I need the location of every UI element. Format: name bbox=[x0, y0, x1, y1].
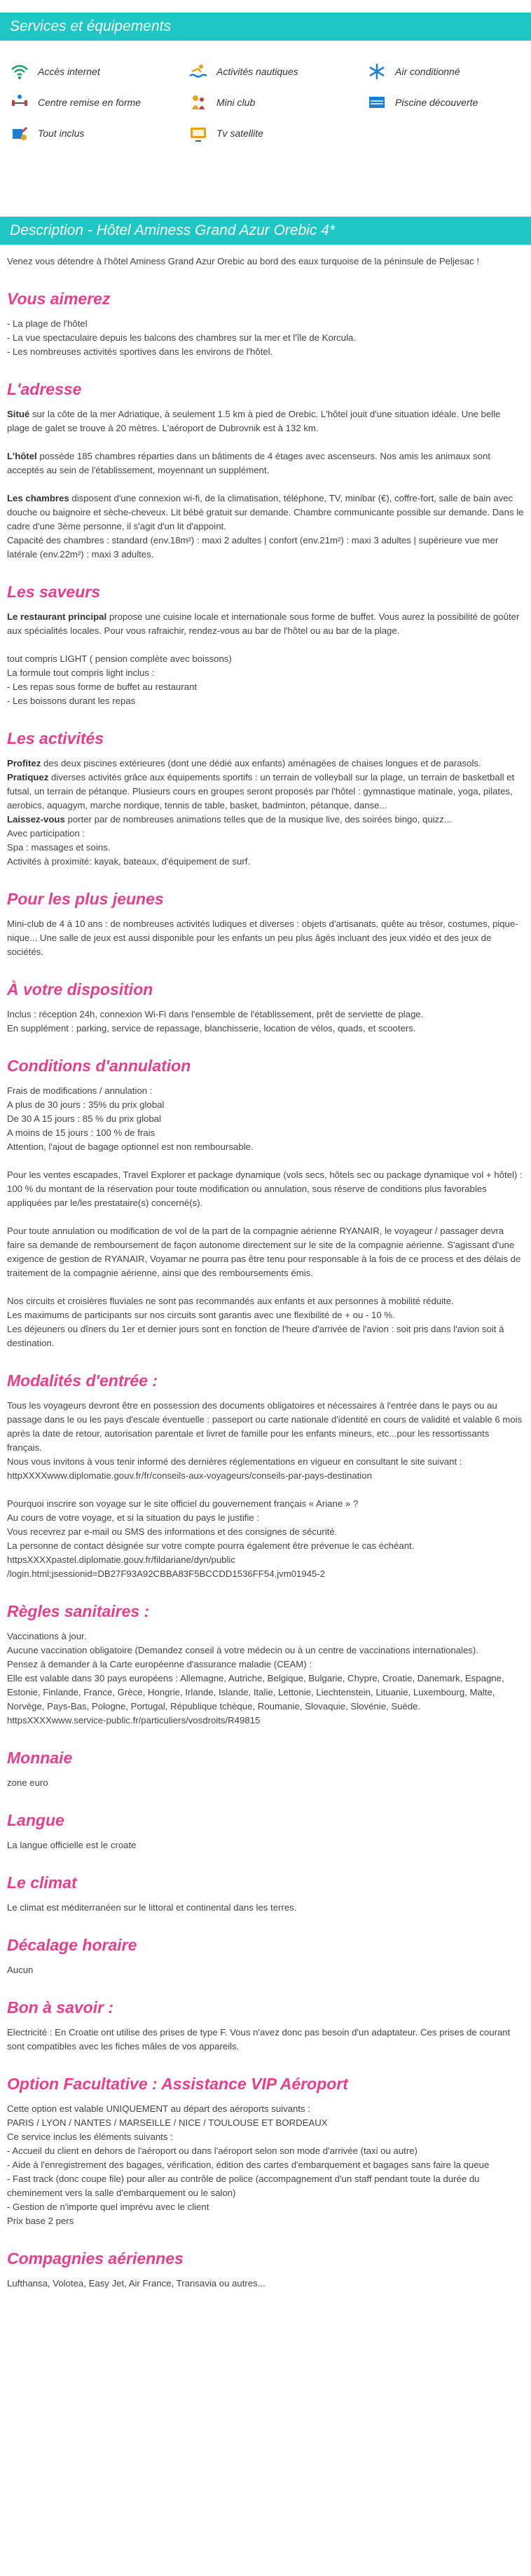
amenity-label: Activités nautiques bbox=[216, 66, 298, 77]
section-title-sanitaires: Règles sanitaires : bbox=[7, 1602, 150, 1620]
wifi-icon bbox=[10, 62, 29, 81]
sanitaires-paragraph-2: Elle est valable dans 30 pays européens : Allemagne, Autriche, Belgique, Bulgarie, Chypre, Croatie, Danemark, Espagne, Estonie, Finlande, France, Grèce, Hongrie, Irlande, Islande, Italie, Lettonie, Liechtenstein, Lituanie, Luxembourg, Malte, Norvège, Pays-Bas, Pologne, Portugal, République tchèque, Roumanie, Slovaquie, Slovénie, Suède. bbox=[7, 1673, 504, 1711]
text-line: Prix base 2 pers bbox=[7, 2216, 74, 2226]
adresse-paragraph-1: Situé sur la côte de la mer Adriatique, à seulement 1.5 km à pied de Orebic. L'hôtel jouit d'une situation idéale. Une belle plage de galet se trouve à 20 mètres. L'aéroport de Dubrovnik est à 132 km. bbox=[7, 409, 501, 433]
section-title-langue: Langue bbox=[7, 1811, 64, 1829]
amenities-title: Services et équipements bbox=[0, 13, 531, 41]
adresse-paragraph-2: L'hôtel possède 185 chambres réparties dans un bâtiments de 4 étages avec ascenseurs. Nos amis les animaux sont acceptés au sein de l'établissement, moyennant un supplément. bbox=[7, 451, 490, 475]
fitness-icon bbox=[10, 93, 29, 112]
all-inclusive-icon bbox=[10, 123, 29, 143]
text-line: - Accueil du client en dehors de l'aéroport ou dans l'aéroport selon son mode d'arrivée (taxi ou autre) bbox=[7, 2145, 418, 2156]
text-line: - Les boissons durant les repas bbox=[7, 696, 136, 706]
amenity-tv bbox=[188, 123, 367, 143]
amenity-label: Centre remise en forme bbox=[38, 97, 142, 108]
activites-paragraph-2: Pratiquez diverses activités grâce aux équipements sportifs : un terrain de volleyball sur la plage, un terrain de basketball et futsal, un terrain de pétanque. Plusieurs cours en groupes seront proposés par l'hôtel : gymnastique matinale, yoga, pilates, aerobics, aquagym, marche nordique, tennis de table, basket, badminton, pétanque, danse... bbox=[7, 772, 515, 811]
text-line: - Aide à l'enregistrement des bagages, vérification, édition des cartes d'embarquement et bagages sans faire la queue bbox=[7, 2160, 490, 2170]
section-title-adresse: L'adresse bbox=[7, 380, 82, 398]
text-line: - Les nombreuses activités sportives dans les environs de l'hôtel. bbox=[7, 346, 273, 357]
amenity-label: Tout inclus bbox=[38, 128, 85, 139]
amenities-header bbox=[0, 0, 531, 13]
text-line: Au cours de votre voyage, et si la situation du pays le justifie : bbox=[7, 1512, 259, 1523]
description-intro: Venez vous détendre à l'hôtel Aminess Grand Azur Orebic au bord des eaux turquoise de la péninsule de Peljesac ! bbox=[7, 256, 480, 266]
text-line: tout compris LIGHT ( pension complète avec boissons) bbox=[7, 653, 232, 664]
text-line: Attention, l'ajout de bagage optionnel est non remboursable. bbox=[7, 1141, 254, 1152]
savoir-text: Electricité : En Croatie ont utilise des prises de type F. Vous n'avez donc pas besoin d'un adaptateur. Ces prises de courant sont compatibles avec les fiches mâles de vos appareils. bbox=[7, 2027, 511, 2052]
amenity-nautical bbox=[188, 62, 367, 81]
text-line: Activités à proximité: kayak, bateaux, d'équipement de surf. bbox=[7, 856, 251, 867]
text-line: Avec participation : bbox=[7, 828, 85, 839]
text-line: - Gestion de n'importe quel imprévu avec le client bbox=[7, 2202, 209, 2212]
text-line: /login.html;jsessionid=DB27F93A92CBBA83F5BCCDD1536FF54.jvm01945-2 bbox=[7, 1568, 326, 1579]
text-line: Aucune vaccination obligatoire (Demandez conseil à votre médecin ou à un centre de vaccinations internationales). bbox=[7, 1645, 478, 1655]
annulation-paragraph-6: Les déjeuners ou dîners du 1er et dernier jours sont en fonction de l'heure d'arrivée de l'avion : soit pris dans l'avion soit à destination. bbox=[7, 1324, 504, 1348]
amenity-ac bbox=[367, 62, 528, 81]
climat-text: Le climat est méditerranéen sur le littoral et continental dans les terres. bbox=[7, 1902, 297, 1913]
activites-paragraph-1: Profitez des deux piscines extérieures (dont une dédié aux enfants) aménagées de chaises longues et de parasols. bbox=[7, 758, 481, 768]
section-title-decalage: Décalage horaire bbox=[7, 1936, 137, 1954]
text-line: De 30 A 15 jours : 85 % du prix global bbox=[7, 1113, 161, 1124]
amenity-label: Accès internet bbox=[38, 66, 100, 77]
text-line: Pourquoi inscrire son voyage sur le site officiel du gouvernement français « Ariane » ? bbox=[7, 1498, 359, 1509]
text-line: La personne de contact désignée sur votre compte pourra également être prévenue le cas échéant. bbox=[7, 1540, 415, 1551]
amenity-wifi bbox=[10, 62, 188, 81]
entree-paragraph-2: Nous vous invitons à vous tenir informé des dernières réglementations en vigueur en consultant le site suivant : httpXXXXwww.diplomatie.gouv.fr/fr/conseils-aux-voyageurs/conseils-par-pays-destination bbox=[7, 1456, 462, 1481]
text-line: Frais de modifications / annulation : bbox=[7, 1085, 153, 1096]
amenity-label: Piscine découverte bbox=[395, 97, 478, 108]
text-line: En supplément : parking, service de repassage, blanchisserie, location de vélos, quads, et scooters. bbox=[7, 1023, 416, 1033]
adresse-capacity: Capacité des chambres : standard (env.18m²) : maxi 2 adultes | confort (env.21m²) : maxi 3 adultes | supérieure vue mer latérale (env.22m²) : maxi 3 adultes. bbox=[7, 535, 499, 560]
section-title-compagnies: Compagnies aériennes bbox=[7, 2249, 184, 2267]
annulation-paragraph-3: Pour toute annulation ou modification de vol de la part de la compagnie aérienne RYANAIR, le voyageur / passager devra faire sa demande de remboursement de façon autonome directement sur le site de la compagnie aérienne. S'agissant d'une exigence de gestion de RYANAIR, Voyamar ne pourra pas être tenu pour responsable à la fois de ce process et des délais de traitement de la compagnie aérienne, ainsi que des remboursements émis. bbox=[7, 1226, 521, 1278]
monnaie-text: zone euro bbox=[7, 1777, 48, 1788]
section-title-entree: Modalités d'entrée : bbox=[7, 1371, 158, 1390]
description-title: Description - Hôtel Aminess Grand Azur Orebic 4* bbox=[0, 217, 531, 245]
section-title-monnaie: Monnaie bbox=[7, 1749, 73, 1767]
text-line: Spa : massages et soins. bbox=[7, 842, 111, 853]
section-title-savoir: Bon à savoir : bbox=[7, 1998, 114, 2016]
text-line: - Fast track (donc coupe file) pour aller au contrôle de police (accompagnement d'un staff pendant toute la durée du cheminement vers la salle d'embarquement ou le salon) bbox=[7, 2174, 480, 2198]
section-title-climat: Le climat bbox=[7, 1873, 77, 1892]
swimmer-icon bbox=[188, 62, 208, 81]
activites-paragraph-3: Laissez-vous porter par de nombreuses animations telles que de la musique live, des soirées bingo, quizz... bbox=[7, 814, 452, 825]
amenity-miniclub bbox=[188, 93, 367, 112]
text-line: Vous recevrez par e-mail ou SMS des informations et des consignes de sécurité. bbox=[7, 1526, 338, 1537]
sanitaires-link: httpsXXXXwww.service-public.fr/particuliers/vosdroits/R49815 bbox=[7, 1715, 261, 1726]
amenity-label: Tv satellite bbox=[216, 128, 263, 139]
text-line: A moins de 15 jours : 100 % de frais bbox=[7, 1127, 156, 1138]
compagnies-text: Lufthansa, Volotea, Easy Jet, Air France, Transavia ou autres... bbox=[7, 2278, 266, 2289]
amenities-grid bbox=[7, 41, 524, 139]
text-line: Vaccinations à jour. bbox=[7, 1631, 87, 1641]
amenity-label: Mini club bbox=[216, 97, 256, 108]
text-line: - La vue spectaculaire depuis les balcons des chambres sur la mer et l'île de Korcula. bbox=[7, 332, 357, 343]
text-line: La formule tout compris light inclus : bbox=[7, 667, 155, 678]
saveurs-paragraph-1: Le restaurant principal propose une cuisine locale et internationale sous forme de buffet. Vous aurez la possibilité de goûter aux spécialités locales. Pour vous rafraichir, rendez-vous au bar de l'hôtel ou au bar de la plage. bbox=[7, 611, 520, 636]
amenity-pool bbox=[367, 93, 528, 112]
snowflake-icon bbox=[367, 62, 387, 81]
section-title-saveurs: Les saveurs bbox=[7, 583, 100, 601]
annulation-paragraph-2: Pour les ventes escapades, Travel Explorer et package dynamique (vols secs, hôtels sec ou package dynamique vol + hôtel) : 100 % du montant de la réservation pour toute modification ou annulation, sous réserve de conditions plus favorables appliquées par le/les prestataire(s) concerné(s). bbox=[7, 1170, 523, 1208]
kids-icon bbox=[188, 93, 208, 112]
section-title-vous-aimerez: Vous aimerez bbox=[7, 290, 111, 308]
text-line: - La plage de l'hôtel bbox=[7, 318, 88, 329]
section-title-enfants: Pour les plus jeunes bbox=[7, 890, 164, 908]
annulation-paragraph-4: Nos circuits et croisières fluviales ne sont pas recommandés aux enfants et aux personnes à mobilité réduite. bbox=[7, 1296, 454, 1306]
text-line: httpsXXXXpastel.diplomatie.gouv.fr/fildariane/dyn/public bbox=[7, 1554, 235, 1565]
entree-paragraph-1: Tous les voyageurs devront être en possession des documents obligatoires et nécessaires à l'entrée dans le pays ou au passage dans le ou les pays d'escale éventuelle : passeport ou carte nationale d'identité en cours de validité et valable 6 mois après la date de retour, autorisation parentale et livret de famille pour les enfants mineurs, etc...pour les ressortissants français. bbox=[7, 1400, 523, 1453]
tv-icon bbox=[188, 123, 208, 143]
text-line: Cette option est valable UNIQUEMENT au départ des aéroports suivants : bbox=[7, 2103, 310, 2114]
section-title-activites: Les activités bbox=[7, 729, 104, 747]
text-line: - Les repas sous forme de buffet au restaurant bbox=[7, 682, 197, 692]
text-line: Inclus : réception 24h, connexion Wi-Fi dans l'ensemble de l'établissement, prêt de serviette de plage. bbox=[7, 1009, 424, 1019]
text-line: PARIS / LYON / NANTES / MARSEILLE / NICE / TOULOUSE ET BORDEAUX bbox=[7, 2117, 328, 2128]
section-title-annulation: Conditions d'annulation bbox=[7, 1057, 191, 1075]
annulation-paragraph-5: Les maximums de participants sur nos circuits sont garantis avec une flexibilité de + ou - 10 %. bbox=[7, 1310, 395, 1320]
text-line: A plus de 30 jours : 35% du prix global bbox=[7, 1099, 165, 1110]
section-title-disposition: À votre disposition bbox=[7, 980, 153, 998]
enfants-paragraph: Mini-club de 4 à 10 ans : de nombreuses activités ludiques et diverses : objets d'artisanats, quête au trésor, costumes, pique-nique... Une salle de jeux est aussi disponible pour les enfants un peu plus âgés incluant des jeux vidéo et des jeux de sociétés. bbox=[7, 918, 518, 957]
section-title-vip: Option Facultative : Assistance VIP Aéroport bbox=[7, 2075, 348, 2093]
amenity-label: Air conditionné bbox=[395, 66, 460, 77]
text-line: Ce service inclus les éléments suivants : bbox=[7, 2131, 173, 2142]
pool-icon bbox=[367, 93, 387, 112]
decalage-text: Aucun bbox=[7, 1965, 34, 1975]
adresse-paragraph-3: Les chambres disposent d'une connexion wi-fi, de la climatisation, téléphone, TV, minibar (€), coffre-fort, salle de bain avec douche ou baignoire et sèche-cheveux. Lit bébé gratuit sur demande. Chambre communicante possible sur demande. Dans le cadre d'une 3ème personne, il s'agit d'un lit d'appoint. bbox=[7, 493, 524, 531]
amenity-allinclusive bbox=[10, 123, 188, 143]
text-line: Pensez à demander à la Carte européenne d'assurance maladie (CEAM) : bbox=[7, 1659, 312, 1669]
amenity-fitness bbox=[10, 93, 188, 112]
langue-text: La langue officielle est le croate bbox=[7, 1840, 137, 1850]
